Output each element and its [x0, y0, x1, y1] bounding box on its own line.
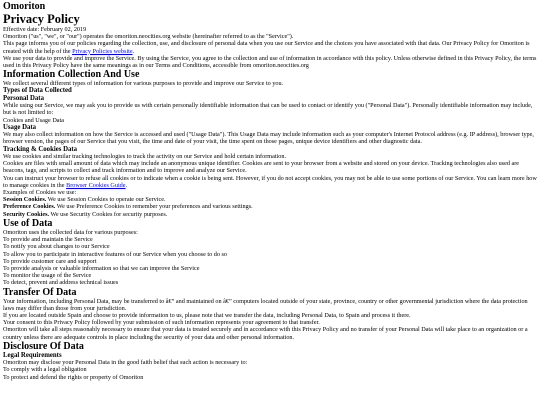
info-collection-paragraph: We collect several different types of information for various purposes to provide and improve our Service to you. — [3, 80, 284, 88]
site-name: Omoriton — [3, 1, 46, 12]
cookie-name: Session Cookies. — [3, 196, 47, 204]
section-heading-info-collection: Information Collection And Use — [3, 69, 140, 81]
personal-data-list — [3, 117, 537, 124]
tracking-paragraph-3 — [3, 175, 537, 189]
cookie-name: Security Cookies. — [3, 210, 50, 218]
subheading-legal-requirements: Legal Requirements — [3, 351, 62, 359]
list-item: To provide and maintain the Service — [3, 236, 93, 244]
use-of-data-list — [3, 236, 537, 286]
tracking-paragraph-1: We use cookies and similar tracking technologies to track the activity on our Service and hold certain information. — [3, 153, 287, 161]
effective-date: Effective date: February 02, 2019 — [3, 26, 87, 33]
subheading-personal-data: Personal Data — [3, 94, 44, 102]
cookie-desc: We use Security Cookies for security purposes. — [49, 210, 168, 218]
cookie-examples-intro: Examples of Cookies we use: — [3, 189, 77, 197]
subheading-usage-data: Usage Data — [3, 123, 37, 131]
transfer-paragraph-3: Your consent to this Privacy Policy followed by your submission of such information represents your agreement to that transfer. — [3, 319, 320, 327]
cookie-name: Preference Cookies. — [3, 203, 56, 211]
intro-p2-end: . — [132, 47, 135, 55]
section-heading-disclosure: Disclosure Of Data — [3, 340, 84, 352]
subheading-types-of-data: Types of Data Collected — [3, 87, 72, 95]
personal-data-paragraph: While using our Service, we may ask you to provide us with certain personally identifiable information that can be used to contact or identify you ("Personal Data"). Personally identifiable information may include, but is not limited to: — [3, 102, 533, 117]
list-item: To allow you to participate in interactive features of our Service when you choose to do so — [3, 250, 227, 258]
transfer-paragraph-2: If you are located outside Spain and choose to provide information to us, please note that we transfer the data, including Personal Data, to Spain and process it there. — [3, 311, 411, 319]
list-item: To protect and defend the rights or property of Omoriton — [3, 373, 144, 381]
section-heading-transfer: Transfer Of Data — [3, 286, 77, 298]
transfer-paragraph-4: Omoriton will take all steps reasonably necessary to ensure that your data is treated securely and in accordance with this Privacy Policy and no transfer of your Personal Data will take place to an organization or a country unless there are adequate controls in place including the security of your data and other personal information. — [3, 326, 528, 341]
transfer-paragraph-1: Your information, including Personal Data, may be transferred to â€” and maintained on â€” computers located outside of your state, province, country or other governmental jurisdiction where the data protection laws may differ than those from your jurisdiction. — [3, 297, 528, 312]
cookie-desc: We use Preference Cookies to remember your preferences and various settings. — [55, 203, 253, 211]
usage-data-paragraph: We may also collect information on how the Service is accessed and used ("Usage Data"). This Usage Data may include information such as your computer's Internet Protocol address (e.g. IP address), browser type, browser version, the pages of our Service that you visit, the time and date of your visit, the time spent on those pages, unique device identifiers and other diagnostic data. — [3, 131, 534, 146]
list-item: To monitor the usage of the Service — [3, 272, 92, 280]
tracking-p3-end: . — [125, 181, 128, 189]
use-of-data-intro: Omoriton uses the collected data for various purposes: — [3, 228, 138, 236]
intro-paragraph-3: We use your data to provide and improve the Service. By using the Service, you agree to the collection and use of information in accordance with this policy. Unless otherwise defined in this Privacy Policy, the terms used in this Privacy Policy have the same meanings as in our Terms and Conditions, accessible from omoriton.neocities.org — [3, 54, 537, 70]
browser-cookies-guide-link[interactable]: Browser Cookies Guide — [66, 181, 126, 189]
list-item: To detect, prevent and address technical issues — [3, 279, 119, 287]
cookie-desc: We use Session Cookies to operate our Service. — [46, 196, 166, 204]
subheading-tracking-cookies: Tracking & Cookies Data — [3, 145, 78, 153]
list-item: To comply with a legal obligation — [3, 366, 87, 374]
page-title: Privacy Policy — [3, 12, 80, 26]
list-item — [3, 203, 537, 210]
privacy-policies-link[interactable]: Privacy Policies website — [72, 47, 133, 55]
tracking-paragraph-2: Cookies are files with small amount of data which may include an anonymous unique identifier. Cookies are sent to your browser from a website and stored on your device. Tracking technologies also used are beacons, tags, and scripts to collect and track information and to improve and analyze our Service. — [3, 160, 520, 175]
section-heading-use-of-data: Use of Data — [3, 217, 53, 229]
legal-list — [3, 366, 537, 380]
tracking-p3-text: You can instruct your browser to refuse all cookies or to indicate when a cookie is being sent. However, if you do not accept cookies, you may not be able to use some portions of our Service. You can learn more how to manage cookies in the — [3, 174, 537, 189]
legal-intro: Omoriton may disclose your Personal Data in the good faith belief that such action is necessary to: — [3, 359, 248, 367]
list-item: To notify you about changes to our Service — [3, 243, 110, 251]
list-item: To provide analysis or valuable information so that we can improve the Service — [3, 264, 200, 272]
list-item: Cookies and Usage Data — [3, 116, 64, 124]
list-item — [3, 211, 537, 218]
intro-p2-text: This page informs you of our policies regarding the collection, use, and disclosure of personal data when you use our Service and the choices you have associated with that data. Our Privacy Policy for Omoriton is created with the help of the — [3, 40, 530, 55]
cookie-examples-list — [3, 196, 537, 218]
intro-paragraph-2 — [3, 40, 537, 54]
intro-paragraph-1: Omoriton ("us", "we", or "our") operates the omoriton.neocities.org website (hereinafter referred to as the "Service"). — [3, 33, 294, 41]
list-item: To provide customer care and support — [3, 257, 97, 265]
list-item — [3, 196, 537, 203]
